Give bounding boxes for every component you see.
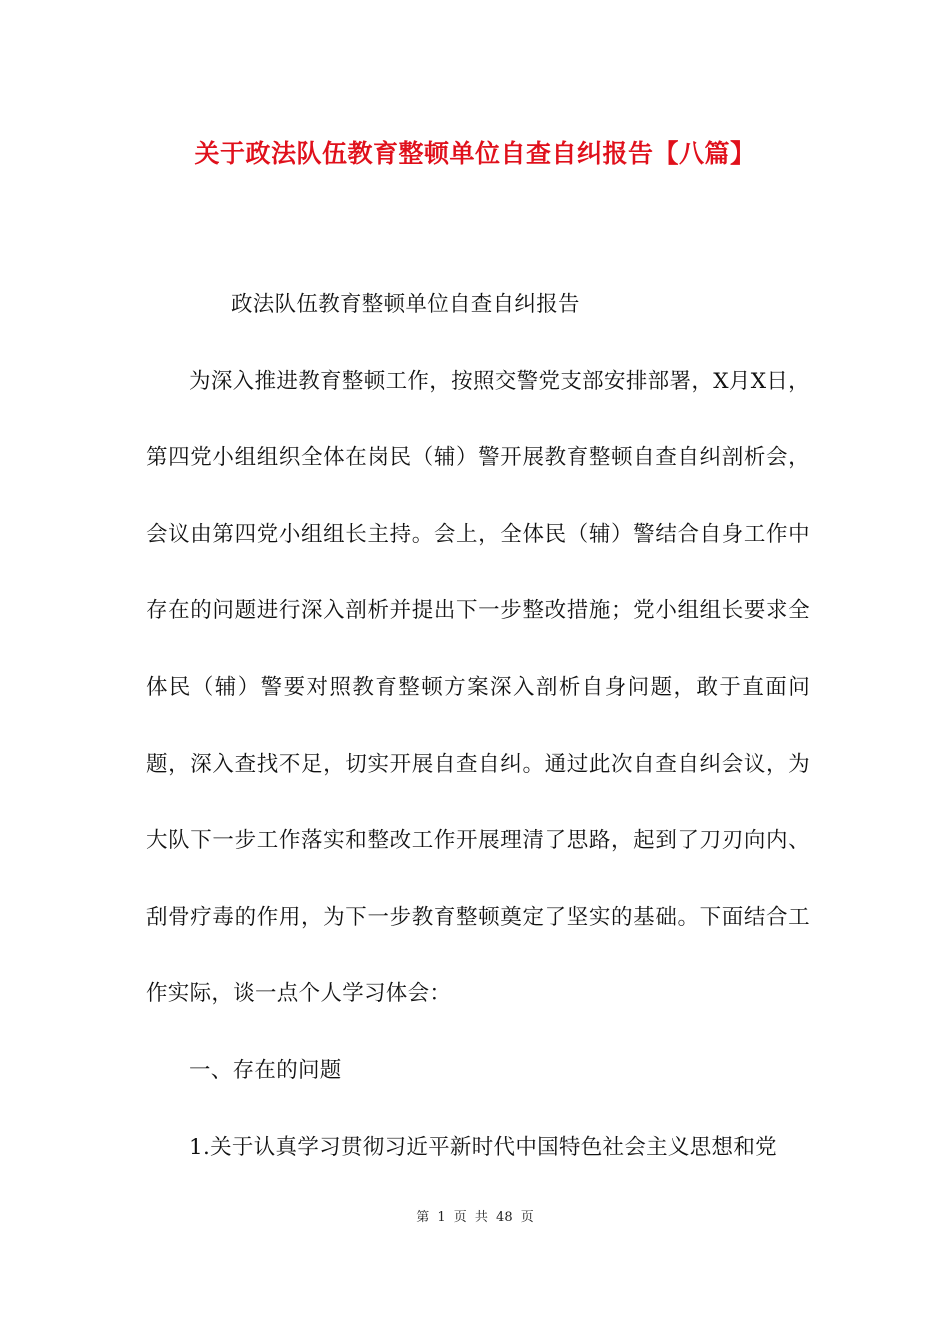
page-number: 第 1 页 共 48 页 xyxy=(416,1210,534,1225)
document-body xyxy=(146,267,810,1186)
section-heading: 一、存在的问题 xyxy=(189,1057,342,1083)
list-item: 1.关于认真学习贯彻习近平新时代中国特色社会主义思想和党 xyxy=(189,1134,777,1160)
document-subtitle: 政法队伍教育整顿单位自查自纠报告 xyxy=(231,292,580,317)
body-paragraph: 为深入推进教育整顿工作，按照交警党支部安排部署，X月X日，第四党小组组织全体在岗民（辅）警开展教育整顿自查自纠剖析会，会议由第四党小组组长主持。会上，全体民（辅）警结合自身工作中存在的问题进行深入剖析并提出下一步整改措施；党小组组长要求全体民（辅）警要对照教育整顿方案深入剖析自身问题，敢于直面问题，深入查找不足，切实开展自查自纠。通过此次自查自纠会议，为大队下一步工作落实和整改工作开展理清了思路，起到了刀刃向内、刮骨疗毒的作用，为下一步教育整顿奠定了坚实的基础。下面结合工作实际，谈一点个人学习体会： xyxy=(146,368,810,1007)
document-title: 关于政法队伍教育整顿单位自查自纠报告【八篇】 xyxy=(194,139,756,168)
